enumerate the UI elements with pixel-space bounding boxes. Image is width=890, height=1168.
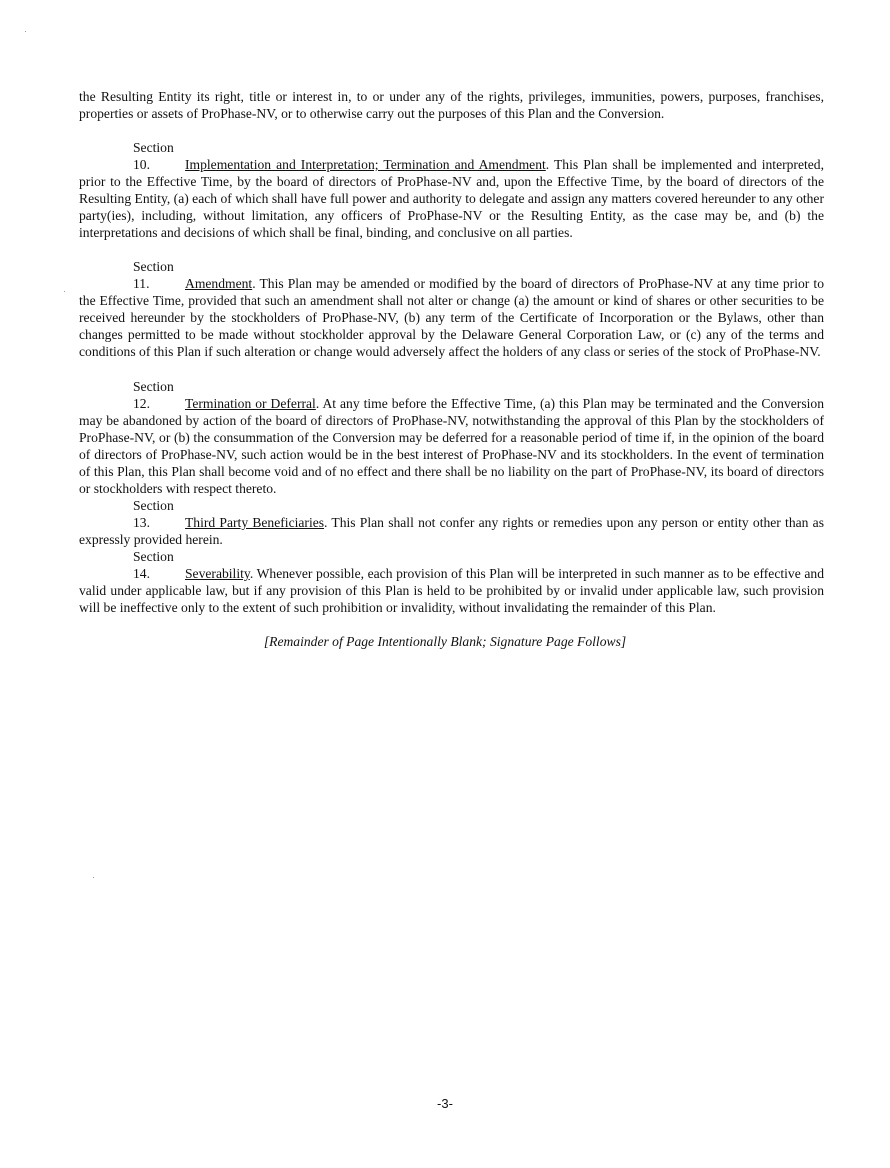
section-text: . This Plan may be amended or modified by the board of directors of ProPhase-NV at any time prior to the Effective Time, provided that such an amendment shall not alter or change (a) the amount or kind of shares or other securities to be received hereunder by the stockholders of ProPhase-NV, (b) any term of the Certificate of Incorporation or the Bylaws, other than changes permitted to be made without stockholder approval by the Delaware General Corporation Law, or (c) any of the terms and conditions of this Plan if such alteration or change would adversely affect the holders of any class or series of the stock of ProPhase-NV. [79, 276, 824, 359]
section-title: Amendment [185, 276, 253, 291]
section-text: . Whenever possible, each provision of this Plan will be interpreted in such manner as to be effective and valid under applicable law, but if any provision of this Plan is held to be prohibited by or invalid under applicable law, such provision will be ineffective only to the extent of such prohibition or invalidity, without invalidating the remainder of this Plan. [79, 566, 824, 615]
page-number: -3- [437, 1096, 453, 1111]
section-11-paragraph [79, 258, 824, 360]
section-14-paragraph [79, 548, 824, 616]
remainder-blank-note: [Remainder of Page Intentionally Blank; Signature Page Follows] [263, 634, 627, 649]
section-text: . This Plan shall be implemented and interpreted, prior to the Effective Time, by the board of directors of ProPhase-NV and, upon the Effective Time, by the board of directors of the Resulting Entity, (a) each of which shall have full power and authority to delegate and assign any matters covered hereunder to any other party(ies), including, without limitation, any officers of ProPhase-NV or the Resulting Entity, as the case may be, and (b) the interpretations and decisions of which shall be final, binding, and conclusive on all parties. [79, 157, 824, 240]
scan-speck [25, 31, 26, 32]
section-10-paragraph [79, 139, 824, 241]
section-title: Severability [185, 566, 250, 581]
section-title: Termination or Deferral [185, 396, 316, 411]
section-text: . This Plan shall not confer any rights or remedies upon any person or entity other than as expressly provided herein. [79, 515, 824, 547]
section-title: Third Party Beneficiaries [185, 515, 325, 530]
section-13-paragraph [79, 497, 824, 548]
section-12-paragraph [79, 378, 824, 497]
section-number: Section 13. [133, 498, 174, 530]
section-number: Section 14. [133, 549, 174, 581]
section-number: Section 11. [133, 259, 174, 291]
section-title: Implementation and Interpretation; Termination and Amendment [185, 157, 546, 172]
scan-speck [64, 291, 65, 292]
opening-paragraph: the Resulting Entity its right, title or interest in, to or under any of the rights, privileges, immunities, powers, purposes, franchises, properties or assets of ProPhase-NV, or to otherwise carry out the purposes of this Plan and the Conversion. [79, 89, 824, 121]
scan-speck [93, 877, 94, 878]
section-number: Section 10. [133, 140, 174, 172]
section-text: . At any time before the Effective Time, (a) this Plan may be terminated and the Conversion may be abandoned by action of the board of directors of ProPhase-NV, notwithstanding the approval of this Plan by the stockholders of ProPhase-NV, or (b) the consummation of the Conversion may be deferred for a reasonable period of time if, in the opinion of the board of directors of ProPhase-NV, such action would be in the best interest of ProPhase-NV and its stockholders. In the event of termination of this Plan, this Plan shall become void and of no effect and there shall be no liability on the part of ProPhase-NV, its board of directors or stockholders with respect thereto. [79, 396, 824, 496]
section-number: Section 12. [133, 379, 174, 411]
